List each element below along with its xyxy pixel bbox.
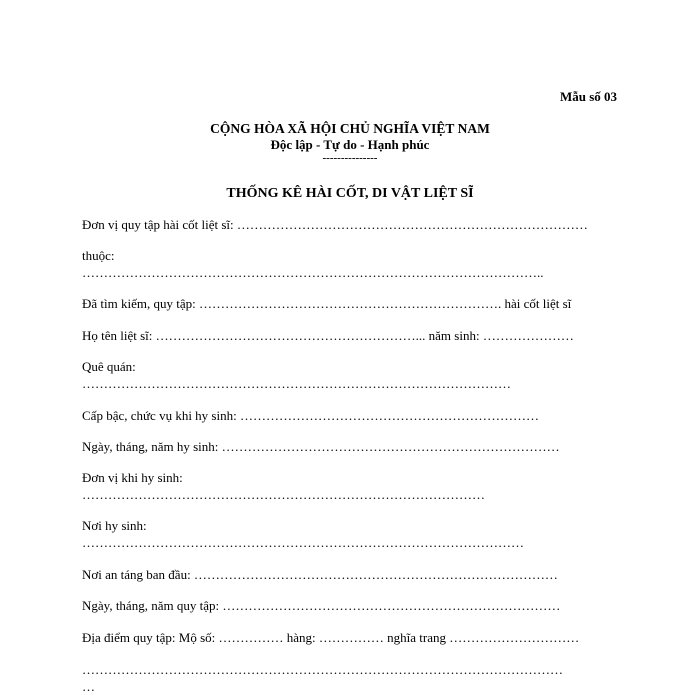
form-line-hometown-label: Quê quán: (82, 359, 136, 374)
form-line-death-unit-label: Đơn vị khi hy sinh: (82, 470, 183, 485)
country-name: CỘNG HÒA XÃ HỘI CHỦ NGHĨA VIỆT NAM (210, 121, 490, 136)
national-header (0, 121, 700, 163)
form-line-initial-burial: Nơi an táng ban đầu: ………………………………………………………………………… (82, 567, 558, 582)
form-line-death-place-label: Nơi hy sinh: (82, 518, 147, 533)
form-line-searched-collected: Đã tìm kiếm, quy tập: ……………………………………………………………. hài cốt liệt sĩ (82, 296, 572, 311)
form-line-hometown-value: ……………………………………………………………………………………… (82, 376, 511, 391)
document-title: THỐNG KÊ HÀI CỐT, DI VẬT LIỆT SĨ (226, 186, 474, 201)
national-motto: Độc lập - Tự do - Hạnh phúc (270, 137, 430, 152)
form-line-death-date: Ngày, tháng, năm hy sinh: …………………………………………………………………… (82, 439, 560, 454)
form-line-death-unit-value: ………………………………………………………………………………… (82, 487, 485, 502)
form-line-rank-position: Cấp bậc, chức vụ khi hy sinh: …………………………………………………………… (82, 408, 539, 423)
form-line-location-continued: ………………………………………………………………………………………………… (82, 662, 563, 677)
form-line-location-continued-end: … (82, 679, 95, 694)
form-number: Mẫu số 03 (559, 89, 617, 104)
form-line-collecting-unit: Đơn vị quy tập hài cốt liệt sĩ: ……………………………………………………………………… (82, 217, 588, 232)
form-line-belongs-to-label: thuộc: (82, 248, 115, 263)
form-line-martyr-name: Họ tên liệt sĩ: ……………………………………………………... năm sinh: ………………… (82, 328, 574, 343)
form-line-death-place-value: ………………………………………………………………………………………… (82, 535, 524, 550)
form-line-collection-date: Ngày, tháng, năm quy tập: …………………………………………………………………… (82, 598, 561, 613)
form-line-collection-location: Địa điểm quy tập: Mộ số: …………… hàng: …………… nghĩa trang ………………………… (82, 630, 580, 645)
header-divider: --------------- (322, 152, 378, 164)
form-line-belongs-to-value: …………………………………………………………………………………………….. (82, 265, 544, 280)
